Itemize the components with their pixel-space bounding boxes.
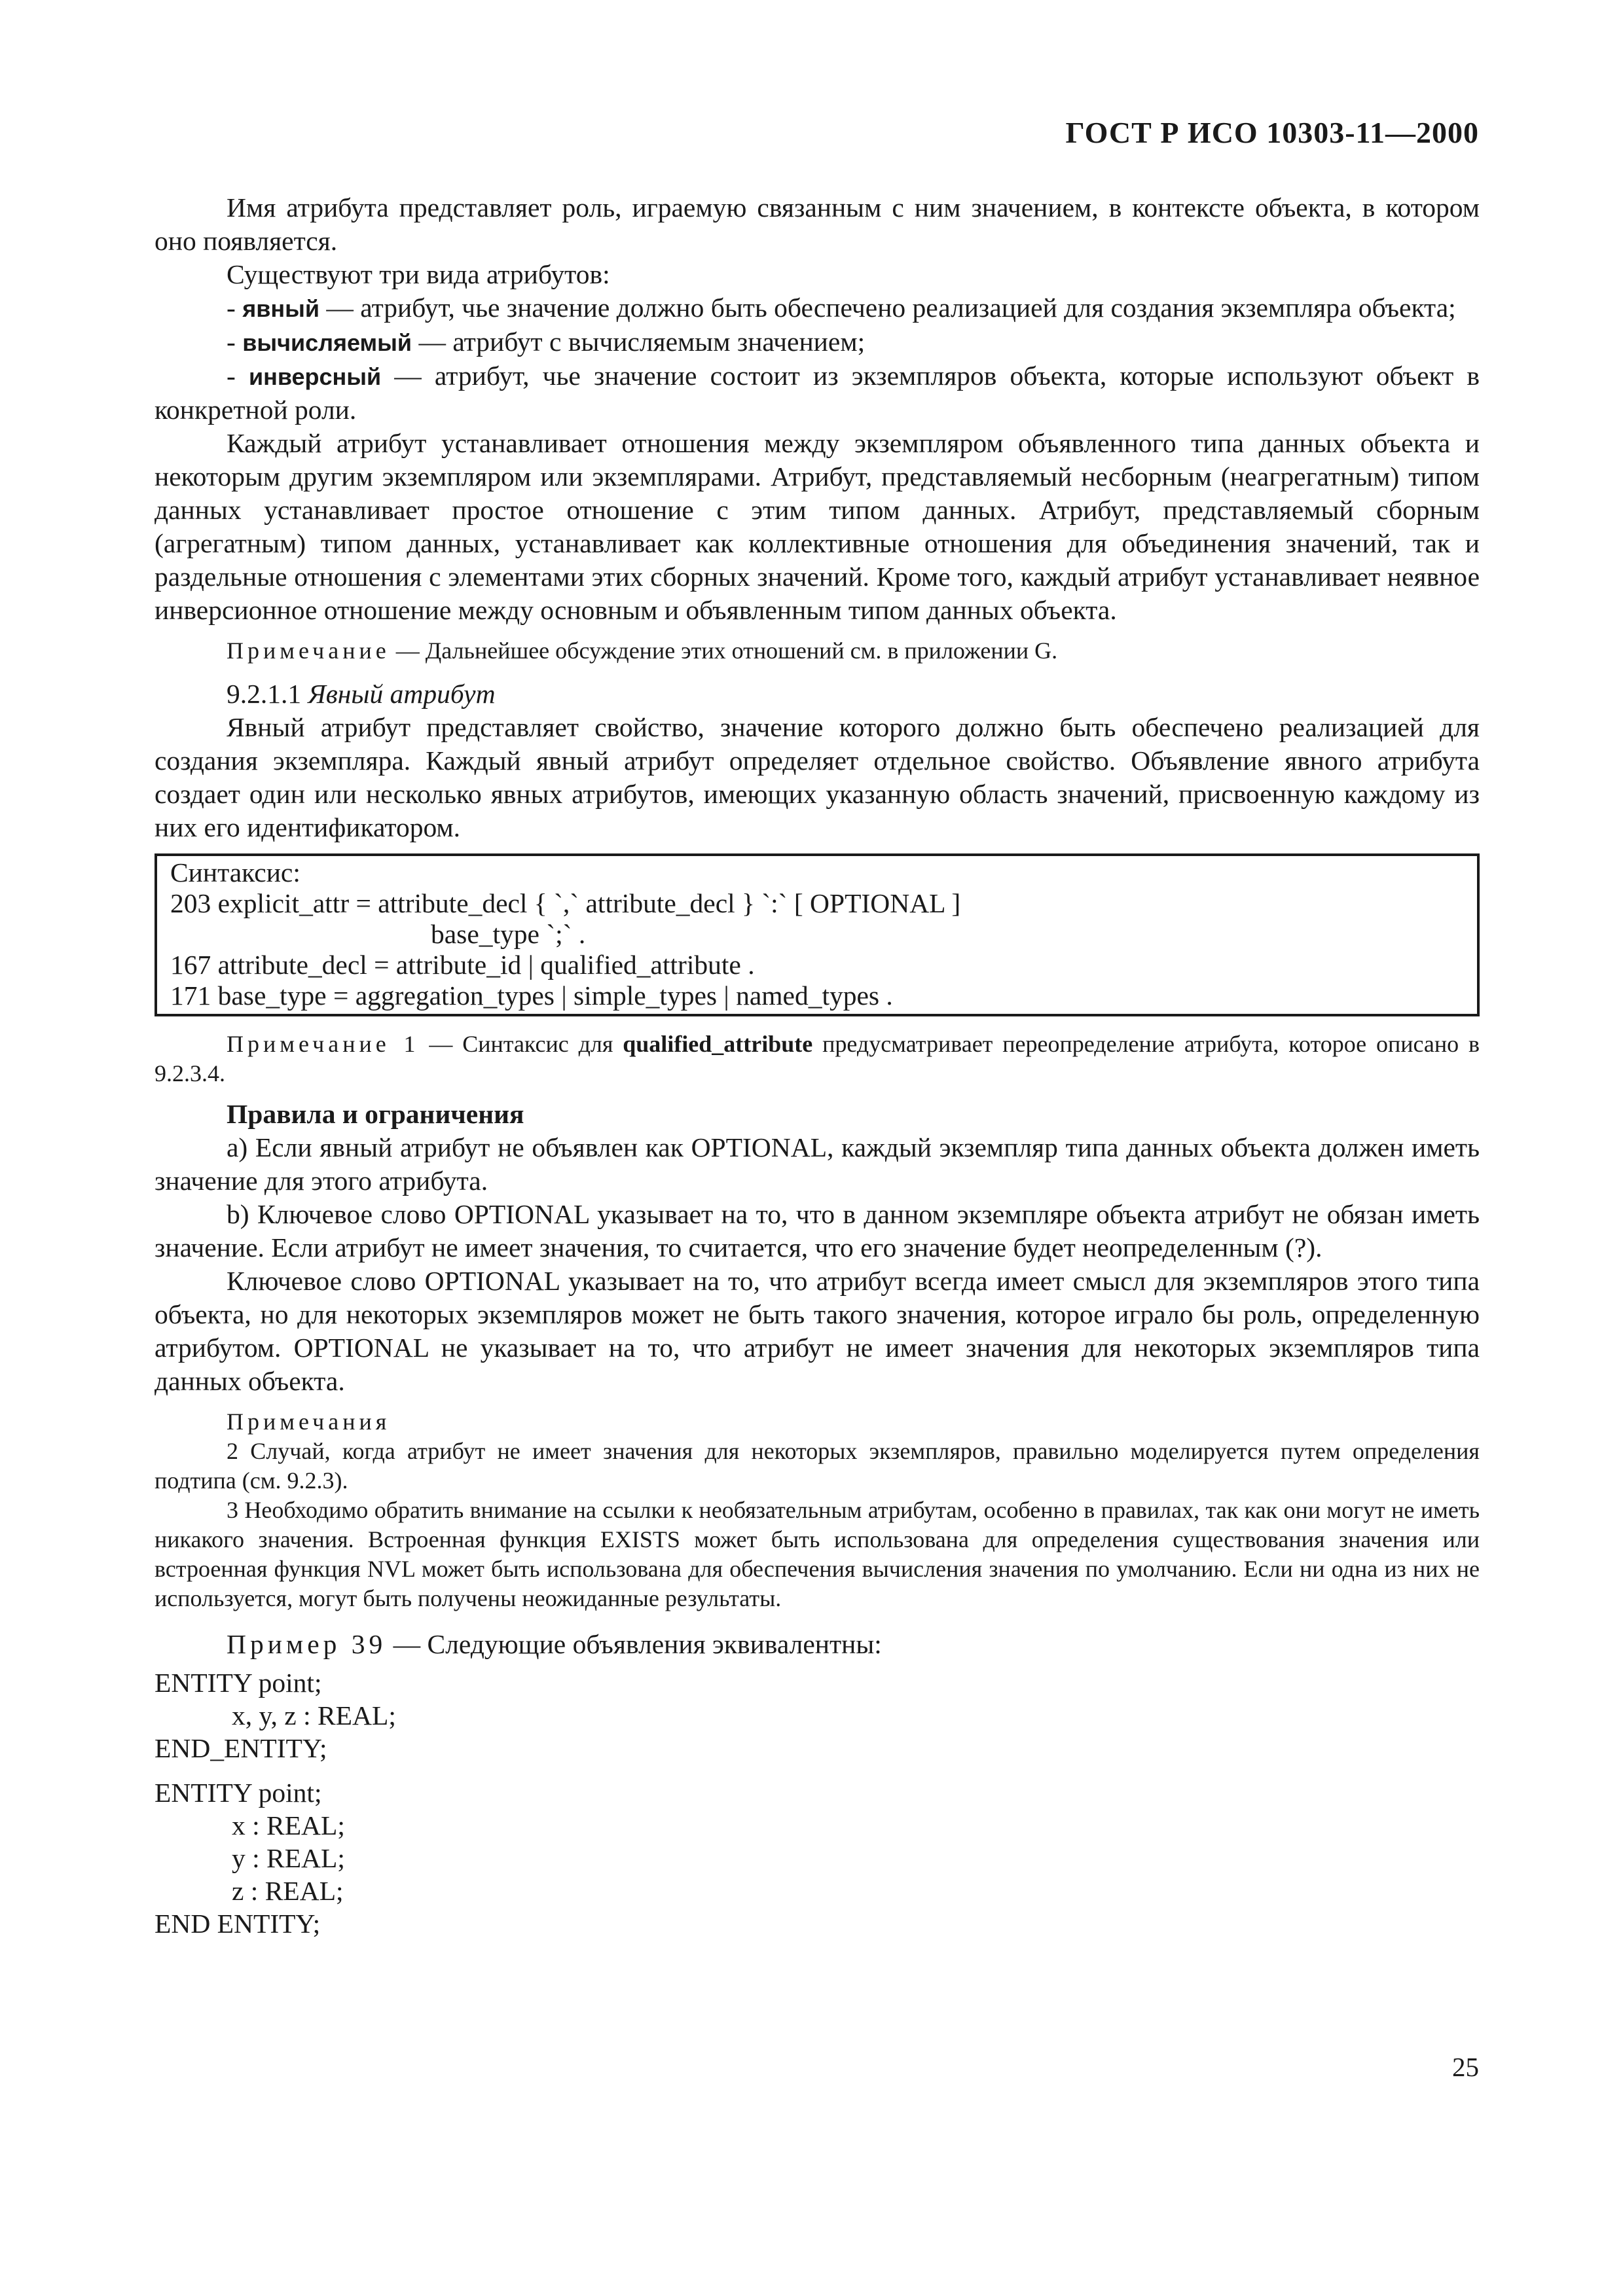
paragraph: Существуют три вида атрибутов: <box>227 259 610 289</box>
code-line: END_ENTITY; <box>155 1733 327 1763</box>
paragraph: Явный атрибут представляет свойство, значение которого должно быть обеспечено реализацией для создания экземпляра. Каждый явный атрибут определяет отдельное свойство. Объявление явного атрибута создает один или несколько явных атрибутов, имеющих указанную область значений, присвоенную каждому из них его идентификатором. <box>155 712 1480 842</box>
section-heading: 9.2.1.1 Явный атрибут <box>227 679 496 709</box>
term-bold: вычисляемый <box>242 329 412 356</box>
syntax-line: 203 explicit_attr = attribute_decl { `,` attribute_decl } `:` [ OPTIONAL ] <box>170 888 961 918</box>
note: Примечание — Дальнейшее обсуждение этих отношений см. в приложении G. <box>227 637 1058 664</box>
section-title: Явный атрибут <box>308 679 496 709</box>
code-line: z : REAL; <box>232 1876 344 1906</box>
syntax-line: base_type `;` . <box>431 919 586 949</box>
code-block <box>155 1666 1480 1765</box>
syntax-box <box>155 853 1480 1016</box>
term-bold: явный <box>242 295 319 322</box>
note: 3 Необходимо обратить внимание на ссылки к необязательным атрибутам, особенно в правилах, так как они могут не иметь никакого значения. Встроенная функция EXISTS может быть использована для определения существования значения или встроенная функция NVL может быть использована для обеспечения вычисления значения по умолчанию. Если ни одна из них не используется, могут быть получены неожиданные результаты. <box>155 1497 1480 1611</box>
note-label: Примечание 1 <box>227 1031 420 1057</box>
standard-header: ГОСТ Р ИСО 10303-11—2000 <box>1065 116 1479 149</box>
syntax-line: 167 attribute_decl = attribute_id | qualified_attribute . <box>170 950 755 980</box>
rules-heading: Правила и ограничения <box>227 1099 524 1129</box>
attribute-kind-derived: - вычисляемый — атрибут с вычисляемым значением; <box>227 327 866 357</box>
page-number: 25 <box>1452 2052 1479 2082</box>
note: Примечание 1 — Синтаксис для qualified_attribute предусматривает переопределение атрибута, которое описано в 9.2.3.4. <box>155 1031 1480 1086</box>
code-line: y : REAL; <box>232 1843 345 1873</box>
paragraph: Имя атрибута представляет роль, играемую связанным с ним значением, в контексте объекта, в котором оно появляется. <box>155 192 1480 256</box>
rule-b: b) Ключевое слово OPTIONAL указывает на то, что в данном экземпляре объекта атрибут не обязан иметь значение. Если атрибут не имеет значения, то считается, что его значение будет неопределенным (?). <box>155 1199 1480 1263</box>
note: 2 Случай, когда атрибут не имеет значения для некоторых экземпляров, правильно моделируется путем определения подтипа (см. 9.2.3). <box>155 1438 1480 1494</box>
syntax-title: Синтаксис: <box>170 857 301 888</box>
example: Пример 39 — Следующие объявления эквивалентны: <box>227 1629 882 1659</box>
syntax-line: 171 base_type = aggregation_types | simple_types | named_types . <box>170 980 893 1011</box>
attribute-kind-explicit: - явный — атрибут, чье значение должно быть обеспечено реализацией для создания экземпляра объекта; <box>227 293 1456 323</box>
code-line: END ENTITY; <box>155 1909 321 1939</box>
term-bold: инверсный <box>248 363 382 390</box>
term-bold: qualified_attribute <box>623 1031 813 1057</box>
code-line: x, y, z : REAL; <box>232 1700 396 1731</box>
code-line: ENTITY point; <box>155 1778 322 1808</box>
code-line: x : REAL; <box>232 1810 345 1840</box>
notes-label: Примечания <box>227 1408 391 1435</box>
code-line: ENTITY point; <box>155 1668 322 1698</box>
note-label: Примечание <box>227 637 390 664</box>
rule-a: а) Если явный атрибут не объявлен как OPTIONAL, каждый экземпляр типа данных объекта должен иметь значение для этого атрибута. <box>155 1132 1480 1196</box>
paragraph: Каждый атрибут устанавливает отношения между экземпляром объявленного типа данных объекта и некоторым другим экземпляром или экземплярами. Атрибут, представляемый несборным (неагрегатным) типом данных устанавливает простое отношение с этим типом данных. Атрибут, представляемый сборным (агрегатным) типом данных, устанавливает как коллективные отношения для объединения значений, так и раздельные отношения с элементами этих сборных значений. Кроме того, каждый атрибут устанавливает неявное инверсионное отношение между основным и объявленным типом данных объекта. <box>155 428 1480 625</box>
attribute-kind-inverse: - инверсный — атрибут, чье значение состоит из экземпляров объекта, которые используют объект в конкретной роли. <box>155 361 1480 425</box>
page-content <box>155 191 1480 1940</box>
code-block <box>155 1776 1480 1940</box>
example-label: Пример 39 <box>227 1629 387 1659</box>
paragraph: Ключевое слово OPTIONAL указывает на то, что атрибут всегда имеет смысл для экземпляров этого типа объекта, но для некоторых экземпляров может не быть такого значения, которое играло бы роль, определенную атрибутом. OPTIONAL не указывает на то, что атрибут не имеет значения для некоторых экземпляров типа данных объекта. <box>155 1266 1480 1396</box>
